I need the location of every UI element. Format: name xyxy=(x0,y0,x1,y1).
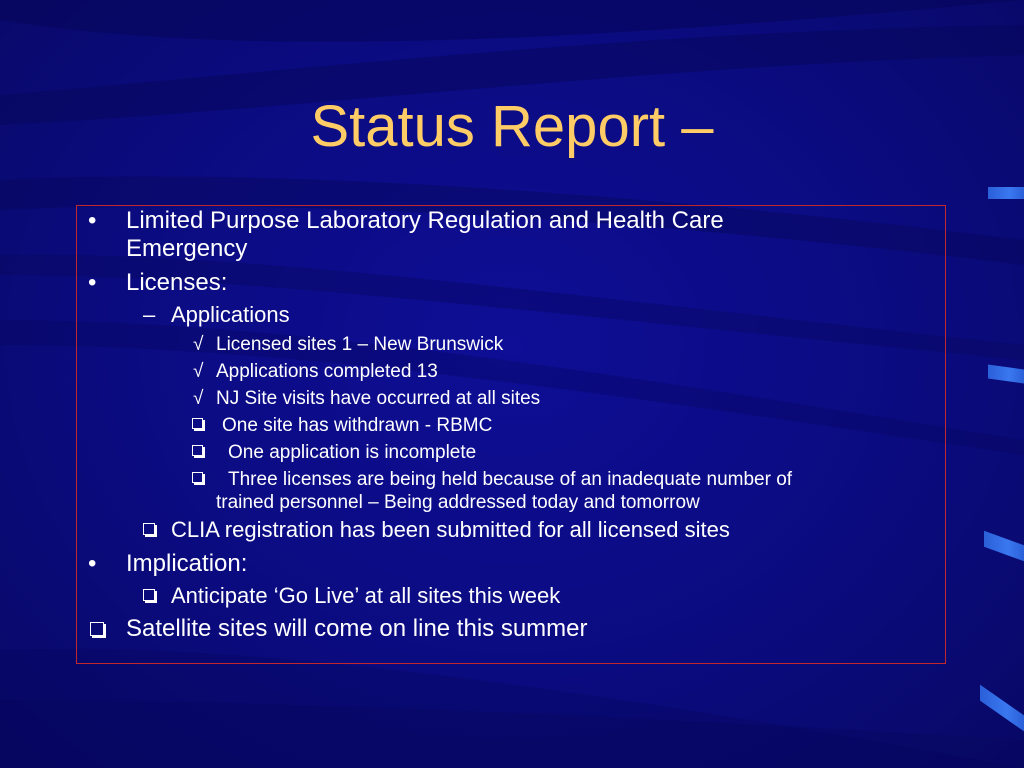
bullet-marker: • xyxy=(88,269,97,296)
checkbox-icon xyxy=(192,445,203,456)
checkbox-icon xyxy=(90,622,104,636)
checkbox-icon xyxy=(192,472,203,483)
item-applications-completed: Applications completed 13 xyxy=(216,361,438,382)
accent-bar-1 xyxy=(988,187,1024,199)
bullet-satellite-sites: Satellite sites will come on line this summer xyxy=(126,615,588,642)
bullet-limited-purpose: Limited Purpose Laboratory Regulation and Health Care xyxy=(126,207,724,234)
item-clia-registration: CLIA registration has been submitted for all licensed sites xyxy=(171,517,730,542)
check-icon: √ xyxy=(193,334,204,355)
item-licensed-sites: Licensed sites 1 – New Brunswick xyxy=(216,334,504,355)
item-site-visits: NJ Site visits have occurred at all sites xyxy=(216,388,541,409)
bullet-licenses: Licenses: xyxy=(126,269,228,296)
bullet-marker: • xyxy=(88,550,97,577)
bullet-marker: • xyxy=(88,207,97,234)
item-application-incomplete: One application is incomplete xyxy=(228,442,477,463)
checkbox-icon xyxy=(192,418,203,429)
item-licenses-held: Three licenses are being held because of an inadequate number of xyxy=(228,469,793,490)
check-icon: √ xyxy=(193,361,204,382)
checkbox-icon xyxy=(143,523,155,535)
sub-applications: Applications xyxy=(171,302,290,327)
dash-marker: – xyxy=(143,302,156,327)
check-icon: √ xyxy=(193,388,204,409)
item-site-withdrawn: One site has withdrawn - RBMC xyxy=(222,415,493,436)
item-licenses-held-cont: trained personnel – Being addressed today and tomorrow xyxy=(216,492,700,513)
item-anticipate-go-live: Anticipate ‘Go Live’ at all sites this week xyxy=(171,583,561,608)
checkbox-icon xyxy=(143,589,155,601)
bullet-implication: Implication: xyxy=(126,550,248,577)
slide-title: Status Report – xyxy=(310,94,714,159)
bullet-limited-purpose-cont: Emergency xyxy=(126,235,248,262)
